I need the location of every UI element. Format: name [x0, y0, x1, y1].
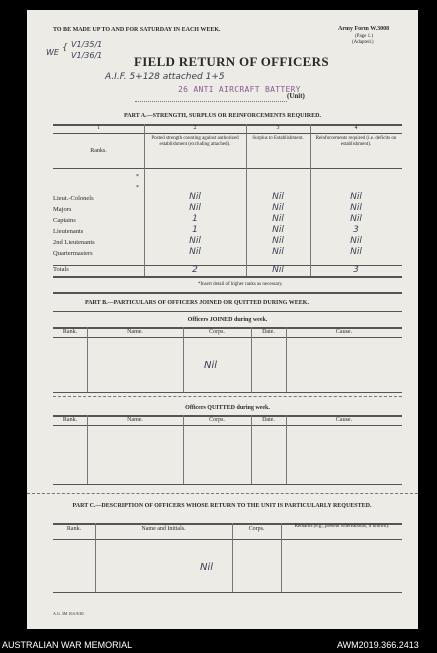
rank-label: Lieut.-Colonels [53, 195, 94, 202]
asterisk-1: * [136, 174, 139, 180]
posted-value: Nil [189, 203, 201, 213]
handwritten-date-2: V1/36/1 [71, 51, 103, 60]
rank-label: 2nd Lieutenants [53, 239, 95, 246]
quitted-title: Officers QUITTED during week. [185, 405, 270, 411]
joined-col-rank: Rank. [62, 329, 78, 335]
posted-value: Nil [189, 192, 201, 202]
joined-col-name: Name. [127, 329, 143, 335]
unit-line [135, 101, 287, 102]
footer-left-text: AUSTRALIAN WAR MEMORIAL [2, 640, 133, 650]
surplus-value: Nil [272, 203, 284, 213]
print-code: A.G. 3M 10.6 8/40 [53, 611, 84, 616]
archive-footer [0, 638, 437, 653]
quitted-col-corps: Corps. [209, 417, 225, 423]
rank-label: Majors [53, 206, 72, 213]
form-title: FIELD RETURN OF OFFICERS [134, 54, 329, 69]
part-a-footnote: *Insert detail of higher ranks as necessary. [198, 282, 283, 287]
rank-label: Quartermasters [53, 250, 93, 257]
reinforcement-value: Nil [350, 247, 362, 257]
posted-value: Nil [189, 236, 201, 246]
col-header-reinforcements: Reinforcements required (i.e. deficits on establishment). [315, 136, 397, 147]
handwritten-unit: A.I.F. 5+128 attached 1+5 [105, 72, 225, 82]
quitted-col-name: Name. [127, 417, 143, 423]
reinforcement-value: Nil [350, 214, 362, 224]
footer-right-text: AWM2019.366.2413 [337, 640, 419, 650]
col-number-2: 2 [193, 125, 197, 131]
document-page [27, 10, 418, 629]
joined-col-cause: Cause. [335, 329, 353, 335]
form-number: Army Form W.3008 [338, 26, 390, 32]
posted-value: 1 [192, 225, 198, 235]
quitted-col-cause: Cause. [335, 417, 353, 423]
surplus-value: Nil [272, 214, 284, 224]
col-header-ranks: Ranks. [90, 148, 107, 154]
joined-entry: Nil [204, 360, 218, 371]
unit-label: (Unit) [287, 92, 305, 100]
page-note: (Page 1.) [355, 34, 374, 39]
instruction-text: TO BE MADE UP TO AND FOR SATURDAY IN EACH WEEK. [53, 27, 221, 33]
totals-surplus: Nil [272, 265, 284, 275]
col-number-4: 4 [354, 125, 358, 131]
asterisk-2: * [136, 185, 139, 191]
reinforcement-value: 3 [353, 225, 359, 235]
part-c-col-rank: Rank. [66, 526, 82, 532]
posted-value: 1 [192, 214, 198, 224]
quitted-col-date: Date. [262, 417, 275, 423]
part-b-heading: PART B.—PARTICULARS OF OFFICERS JOINED OR QUITTED DURING WEEK. [85, 300, 309, 306]
joined-col-date: Date. [262, 329, 275, 335]
reinforcement-value: Nil [350, 203, 362, 213]
part-c-col-remarks: Remarks (e.g., present whereabouts, if known). [294, 524, 390, 529]
rank-label: Lieutenants [53, 228, 84, 235]
posted-value: Nil [189, 247, 201, 257]
surplus-value: Nil [272, 192, 284, 202]
reinforcement-value: Nil [350, 192, 362, 202]
totals-posted: 2 [192, 265, 198, 275]
col-header-posted: Posted strength counting against authorized establishment (excluding attached). [151, 136, 239, 147]
rank-label: Captains [53, 217, 76, 224]
brace-mark: { [62, 43, 68, 53]
surplus-value: Nil [272, 247, 284, 257]
part-c-heading: PART C.—DESCRIPTION OF OFFICERS WHOSE RETURN TO THE UNIT IS PARTICULARLY REQUESTED. [72, 503, 372, 509]
col-number-1: 1 [97, 125, 100, 131]
col-header-surplus: Surplus to Establishment. [252, 136, 304, 141]
part-a-heading: PART A.—STRENGTH, SURPLUS OR REINFORCEMENTS REQUIRED. [124, 113, 321, 119]
surplus-value: Nil [272, 225, 284, 235]
totals-label: Totals [53, 266, 69, 273]
quitted-col-rank: Rank. [62, 417, 78, 423]
col-number-3: 3 [276, 125, 280, 131]
joined-col-corps: Corps. [209, 329, 225, 335]
reinforcement-value: Nil [350, 236, 362, 246]
handwritten-date-1: V1/35/1 [71, 40, 103, 49]
joined-title: Officers JOINED during week. [187, 317, 268, 323]
part-c-entry: Nil [200, 562, 214, 573]
part-c-col-name: Name and Initials. [141, 526, 186, 532]
totals-reinforcements: 3 [353, 265, 359, 275]
handwritten-prefix: WE [46, 48, 59, 57]
surplus-value: Nil [272, 236, 284, 246]
part-c-col-corps: Corps. [248, 526, 265, 532]
unit-stamp: 26 ANTI AIRCRAFT BATTERY [178, 85, 301, 94]
adapted-note: (Adapted.) [352, 40, 374, 45]
